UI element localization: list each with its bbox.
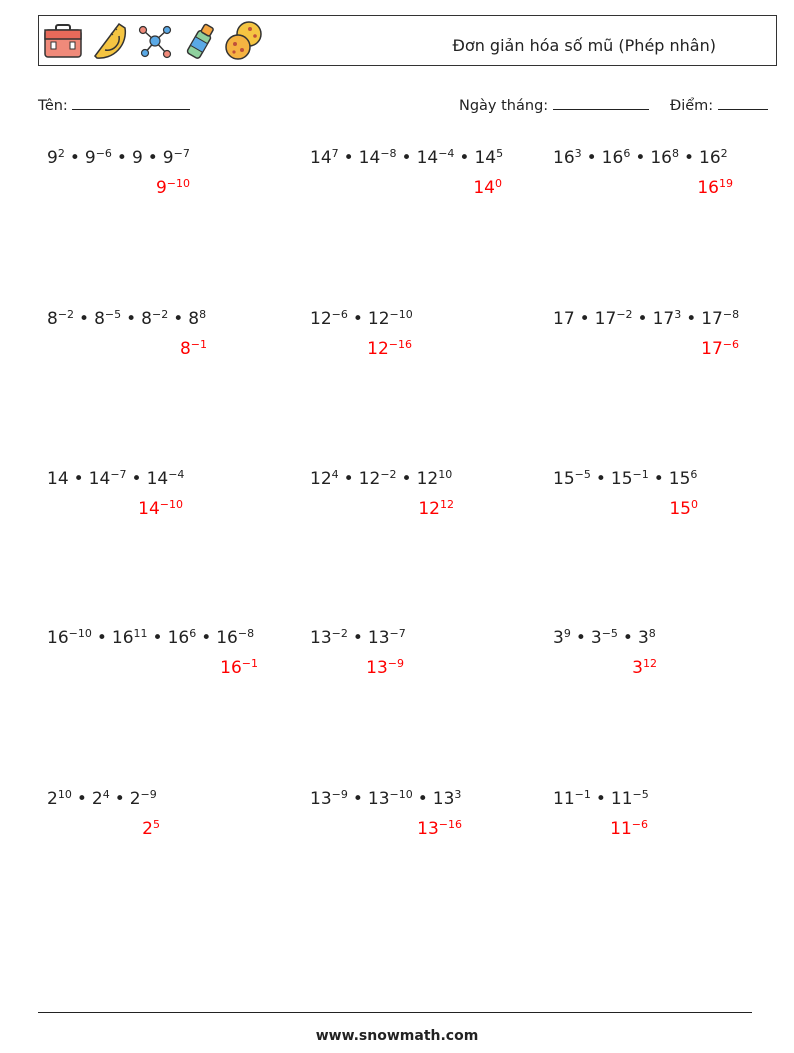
power-term <box>47 789 72 809</box>
power-term <box>669 469 698 489</box>
base: 13 <box>310 628 332 648</box>
exponent: 4 <box>102 787 110 801</box>
base: 14 <box>146 469 169 489</box>
power-term <box>638 628 656 648</box>
answer <box>418 499 454 519</box>
footer-divider <box>38 1012 752 1013</box>
base: 9 <box>131 148 143 168</box>
power-term <box>368 309 413 329</box>
multiply-dot: • <box>79 309 90 329</box>
base: 16 <box>216 628 238 648</box>
power-term <box>359 469 397 489</box>
multiply-dot: • <box>96 628 107 648</box>
base: 13 <box>367 789 390 809</box>
power-term <box>417 469 453 489</box>
multiply-dot: • <box>586 148 597 168</box>
exponent: −5 <box>574 467 591 481</box>
exponent: −5 <box>632 787 649 801</box>
exponent: −1 <box>632 467 649 481</box>
power-term <box>632 658 657 678</box>
exponent: −16 <box>388 337 412 351</box>
base: 12 <box>310 469 332 489</box>
power-term <box>156 178 190 198</box>
power-term <box>147 469 185 489</box>
exponent: 2 <box>57 146 65 160</box>
base: 13 <box>366 658 388 678</box>
exponent: 8 <box>671 146 679 160</box>
base: 16 <box>697 178 719 198</box>
exponent: −1 <box>241 656 258 670</box>
exponent: −9 <box>387 656 404 670</box>
base: 13 <box>417 819 439 839</box>
exponent: 19 <box>719 176 733 190</box>
answer <box>180 339 207 359</box>
multiply-dot: • <box>131 469 142 489</box>
exponent: −4 <box>168 467 185 481</box>
exponent: −9 <box>331 787 348 801</box>
molecule-icon <box>135 20 175 66</box>
exponent: −2 <box>57 307 75 321</box>
power-term <box>653 309 682 329</box>
exponent: −2 <box>616 307 633 321</box>
power-term <box>180 339 207 359</box>
power-term <box>47 469 69 489</box>
answer <box>697 178 733 198</box>
base: 12 <box>358 469 381 489</box>
exponent: 0 <box>691 497 698 511</box>
multiply-dot: • <box>126 309 137 329</box>
power-term <box>138 499 183 519</box>
base: 16 <box>167 628 190 648</box>
power-term <box>650 148 679 168</box>
base: 12 <box>310 309 332 329</box>
base: 16 <box>111 628 134 648</box>
problem-expression <box>47 469 184 489</box>
exponent: −1 <box>190 337 207 351</box>
power-term <box>610 819 648 839</box>
exponent: −8 <box>722 307 740 321</box>
exponent: 11 <box>133 626 148 640</box>
multiply-dot: • <box>343 148 354 168</box>
exponent: −6 <box>331 307 348 321</box>
problem-expression <box>47 628 254 648</box>
base: 16 <box>601 148 624 168</box>
base: 14 <box>358 148 381 168</box>
exponent: 6 <box>623 146 631 160</box>
base: 13 <box>367 628 390 648</box>
power-term <box>697 178 733 198</box>
base: 16 <box>553 148 575 168</box>
base: 16 <box>47 628 69 648</box>
exponent: −7 <box>173 146 190 160</box>
multiply-dot: • <box>69 148 80 168</box>
date-blank[interactable] <box>553 95 649 110</box>
problem-expression <box>47 148 190 168</box>
multiply-dot: • <box>116 148 127 168</box>
answer <box>669 499 698 519</box>
exponent: −6 <box>722 337 739 351</box>
multiply-dot: • <box>622 628 633 648</box>
exponent: −7 <box>110 467 127 481</box>
answer <box>473 178 502 198</box>
multiply-dot: • <box>653 469 664 489</box>
power-term <box>47 628 92 648</box>
multiply-dot: • <box>417 789 428 809</box>
power-term <box>168 628 197 648</box>
answer <box>610 819 648 839</box>
base: 14 <box>473 178 495 198</box>
multiply-dot: • <box>683 148 695 168</box>
base: 12 <box>367 309 390 329</box>
power-term <box>47 148 65 168</box>
base: 16 <box>699 148 721 168</box>
exponent: 0 <box>495 176 502 190</box>
multiply-dot: • <box>73 469 84 489</box>
glue-bottle-icon <box>181 20 221 66</box>
worksheet-title: Đơn giản hóa số mũ (Phép nhân) <box>452 36 716 55</box>
power-term <box>368 789 413 809</box>
base: 14 <box>416 148 439 168</box>
power-term <box>701 309 739 329</box>
footer-url: www.snowmath.com <box>315 1028 479 1044</box>
multiply-dot: • <box>352 789 363 809</box>
name-blank[interactable] <box>72 95 190 110</box>
exponent: −5 <box>104 307 122 321</box>
problem-expression <box>553 628 656 648</box>
base: 8 <box>94 309 105 329</box>
multiply-dot: • <box>575 628 586 648</box>
exponent: −2 <box>331 626 348 640</box>
power-term <box>94 309 121 329</box>
power-term <box>368 628 406 648</box>
power-term <box>417 819 462 839</box>
answer <box>220 658 258 678</box>
exponent: −10 <box>68 626 92 640</box>
exponent: 8 <box>648 626 656 640</box>
multiply-dot: • <box>352 628 363 648</box>
answer <box>142 819 160 839</box>
base: 16 <box>650 148 672 168</box>
power-term <box>433 789 462 809</box>
answer <box>156 178 190 198</box>
date-label: Ngày tháng: <box>459 98 549 114</box>
base: 15 <box>668 469 691 489</box>
problem-expression <box>310 628 406 648</box>
multiply-dot: • <box>352 309 363 329</box>
base: 17 <box>701 309 723 329</box>
multiply-dot: • <box>114 789 125 809</box>
power-term <box>669 499 698 519</box>
power-term <box>418 499 454 519</box>
problem-expression <box>47 309 206 329</box>
power-term <box>310 628 348 648</box>
exponent: −6 <box>95 146 112 160</box>
score-field <box>670 95 768 114</box>
answer <box>701 339 739 359</box>
briefcase-icon <box>42 20 84 66</box>
base: 17 <box>701 339 723 359</box>
base: 17 <box>594 309 617 329</box>
power-term <box>89 469 127 489</box>
power-term <box>595 309 633 329</box>
base: 9 <box>162 148 174 168</box>
multiply-dot: • <box>173 309 184 329</box>
exponent: 5 <box>153 817 160 831</box>
power-term <box>553 789 591 809</box>
exponent: 6 <box>690 467 698 481</box>
multiply-dot: • <box>459 148 470 168</box>
base: 2 <box>91 789 103 809</box>
score-label: Điểm: <box>670 98 714 114</box>
multiply-dot: • <box>595 469 606 489</box>
exponent: −6 <box>631 817 648 831</box>
base: 12 <box>367 339 389 359</box>
exponent: −4 <box>438 146 455 160</box>
multiply-dot: • <box>201 628 212 648</box>
answer <box>138 499 183 519</box>
exponent: −1 <box>574 787 591 801</box>
base: 8 <box>179 339 191 359</box>
base: 3 <box>590 628 602 648</box>
multiply-dot: • <box>401 469 412 489</box>
exponent: 4 <box>331 467 339 481</box>
base: 8 <box>188 309 200 329</box>
power-term <box>359 148 397 168</box>
base: 16 <box>220 658 242 678</box>
power-term <box>220 658 258 678</box>
problem-expression <box>310 309 413 329</box>
exponent: 3 <box>454 787 462 801</box>
answer <box>417 819 462 839</box>
power-term <box>553 628 571 648</box>
exponent: −10 <box>159 497 183 511</box>
exponent: 9 <box>563 626 571 640</box>
power-term <box>473 178 502 198</box>
base: 14 <box>474 148 497 168</box>
answer <box>366 658 404 678</box>
power-term <box>553 148 582 168</box>
power-term <box>85 148 112 168</box>
problem-expression <box>310 469 452 489</box>
base: 14 <box>88 469 111 489</box>
multiply-dot: • <box>152 628 163 648</box>
multiply-dot: • <box>595 789 606 809</box>
exponent: 8 <box>199 307 207 321</box>
power-term <box>367 339 412 359</box>
name-label: Tên: <box>38 98 68 114</box>
worksheet-header <box>38 15 777 66</box>
exponent: 6 <box>189 626 197 640</box>
base: 13 <box>310 789 332 809</box>
base: 2 <box>129 789 141 809</box>
base: 11 <box>610 789 633 809</box>
power-term <box>163 148 190 168</box>
power-term <box>142 819 160 839</box>
power-term <box>417 148 455 168</box>
cookie-icon <box>223 20 267 66</box>
exponent: 5 <box>496 146 504 160</box>
power-term <box>310 309 348 329</box>
base: 3 <box>553 628 564 648</box>
problem-expression <box>553 469 697 489</box>
problem-expression <box>553 148 728 168</box>
multiply-dot: • <box>686 309 697 329</box>
exponent: −2 <box>380 467 397 481</box>
multiply-dot: • <box>579 309 590 329</box>
power-term <box>701 339 739 359</box>
base: 14 <box>310 148 332 168</box>
answer <box>632 658 657 678</box>
power-term <box>141 309 168 329</box>
protractor-icon <box>89 20 129 66</box>
exponent: −10 <box>166 176 190 190</box>
problem-expression <box>47 789 157 809</box>
power-term <box>611 469 649 489</box>
power-term <box>130 789 157 809</box>
base: 9 <box>47 148 58 168</box>
power-term <box>699 148 728 168</box>
base: 9 <box>84 148 96 168</box>
exponent: −2 <box>151 307 169 321</box>
power-term <box>310 469 339 489</box>
base: 14 <box>47 469 69 489</box>
power-term <box>366 658 404 678</box>
base: 15 <box>553 469 575 489</box>
power-term <box>553 469 591 489</box>
exponent: 3 <box>574 146 582 160</box>
exponent: −9 <box>140 787 157 801</box>
multiply-dot: • <box>343 469 354 489</box>
problem-expression <box>553 309 739 329</box>
exponent: 12 <box>440 497 454 511</box>
base: 15 <box>669 499 691 519</box>
base: 11 <box>553 789 575 809</box>
exponent: −10 <box>389 307 413 321</box>
multiply-dot: • <box>637 309 648 329</box>
base: 17 <box>652 309 675 329</box>
answer <box>367 339 412 359</box>
base: 9 <box>155 178 167 198</box>
base: 14 <box>138 499 160 519</box>
score-blank[interactable] <box>718 95 768 110</box>
power-term <box>132 148 143 168</box>
base: 13 <box>432 789 455 809</box>
base: 17 <box>553 309 575 329</box>
exponent: 10 <box>438 467 453 481</box>
problem-expression <box>553 789 649 809</box>
power-term <box>611 789 649 809</box>
base: 3 <box>637 628 649 648</box>
base: 2 <box>142 819 153 839</box>
base: 8 <box>47 309 58 329</box>
exponent: 7 <box>331 146 339 160</box>
multiply-dot: • <box>147 148 158 168</box>
multiply-dot: • <box>76 789 87 809</box>
base: 2 <box>47 789 58 809</box>
exponent: 2 <box>720 146 728 160</box>
power-term <box>553 309 575 329</box>
problem-expression <box>310 789 461 809</box>
power-term <box>310 789 348 809</box>
exponent: −8 <box>237 626 255 640</box>
exponent: −16 <box>438 817 462 831</box>
exponent: −10 <box>389 787 413 801</box>
power-term <box>188 309 206 329</box>
exponent: −7 <box>389 626 406 640</box>
base: 15 <box>610 469 633 489</box>
multiply-dot: • <box>635 148 646 168</box>
power-term <box>602 148 631 168</box>
base: 12 <box>418 499 440 519</box>
base: 8 <box>141 309 152 329</box>
exponent: 12 <box>643 656 657 670</box>
exponent: 3 <box>674 307 682 321</box>
exponent: 10 <box>57 787 72 801</box>
base: 11 <box>610 819 632 839</box>
multiply-dot: • <box>401 148 412 168</box>
problem-expression <box>310 148 503 168</box>
power-term <box>216 628 254 648</box>
power-term <box>92 789 110 809</box>
date-field <box>459 95 649 114</box>
exponent: −8 <box>380 146 397 160</box>
base: 12 <box>416 469 439 489</box>
exponent: −5 <box>601 626 618 640</box>
power-term <box>474 148 503 168</box>
power-term <box>47 309 74 329</box>
power-term <box>310 148 339 168</box>
name-field <box>38 95 190 114</box>
base: 3 <box>632 658 643 678</box>
power-term <box>112 628 148 648</box>
power-term <box>591 628 618 648</box>
